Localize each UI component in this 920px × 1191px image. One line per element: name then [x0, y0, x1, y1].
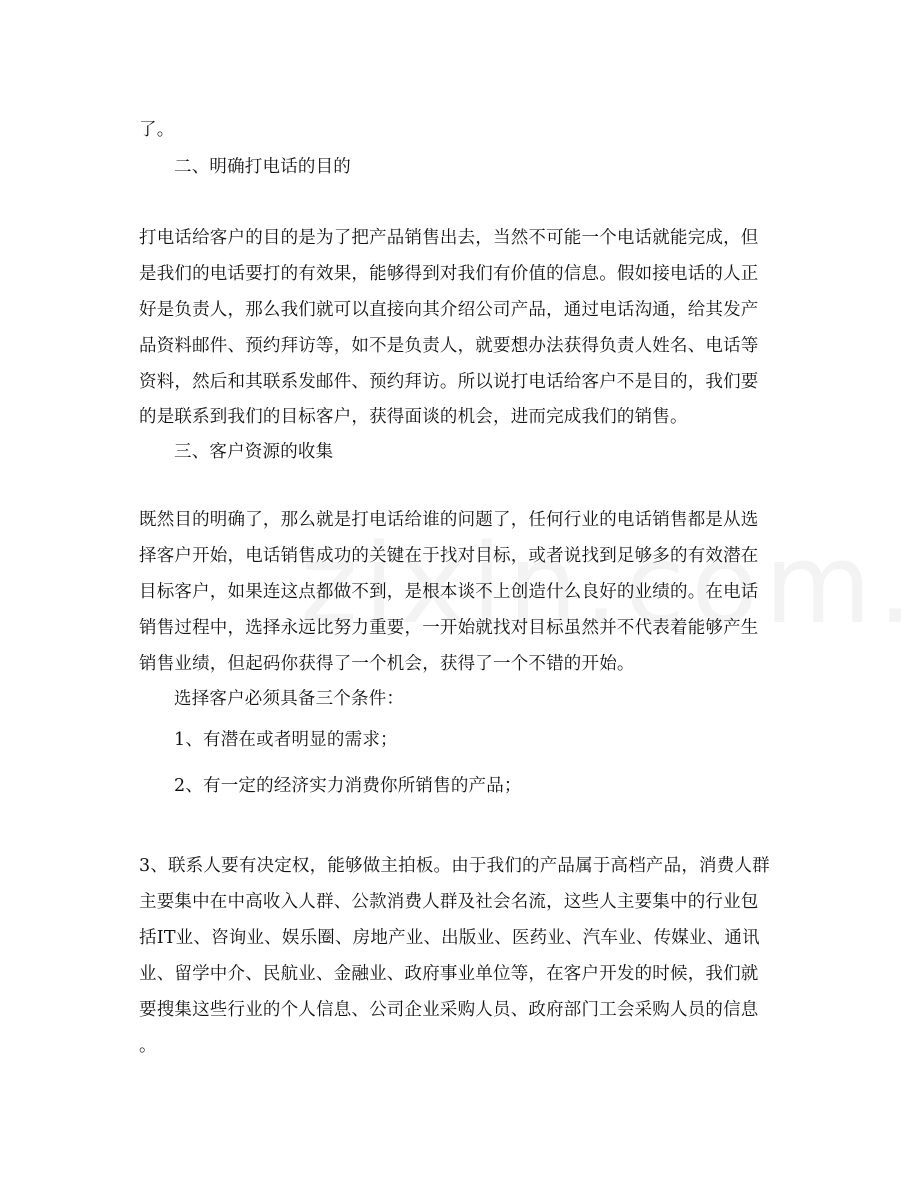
text-line: 既然目的明确了，那么就是打电话给谁的问题了，任何行业的电话销售都是从选 — [139, 510, 759, 530]
list-item: 1、有潜在或者明显的需求； — [174, 730, 398, 750]
text-line: 括IT业、咨询业、娱乐圈、房地产业、出版业、医药业、汽车业、传媒业、通讯 — [139, 928, 760, 948]
list-item: 3、联系人要有决定权，能够做主拍板。由于我们的产品属于高档产品，消费人群 — [139, 856, 770, 876]
text-line: 主要集中在中高收入人群、公款消费人群及社会名流，这些人主要集中的行业包 — [139, 892, 759, 912]
text-line: 。 — [139, 1036, 157, 1056]
text-line: 择客户开始，电话销售成功的关键在于找对目标，或者说找到足够多的有效潜在 — [139, 546, 759, 566]
text-line: 了。 — [139, 120, 175, 140]
text-line: 品资料邮件、预约拜访等，如不是负责人，就要想办法获得负责人姓名、电话等 — [139, 336, 759, 356]
text-line: 打电话给客户的目的是为了把产品销售出去，当然不可能一个电话就能完成，但 — [139, 228, 759, 248]
text-line: 资料，然后和其联系发邮件、预约拜访。所以说打电话给客户不是目的，我们要 — [139, 372, 759, 392]
text-line: 销售过程中，选择永远比努力重要，一开始就找对目标虽然并不代表着能够产生 — [139, 618, 759, 638]
list-item: 2、有一定的经济实力消费你所销售的产品； — [174, 776, 522, 796]
section-heading: 三、客户资源的收集 — [174, 442, 334, 462]
text-line: 要搜集这些行业的个人信息、公司企业采购人员、政府部门工会采购人员的信息 — [139, 1000, 759, 1020]
text-line: 业、留学中介、民航业、金融业、政府事业单位等，在客户开发的时候，我们就 — [139, 964, 759, 984]
text-line: 销售业绩，但起码你获得了一个机会，获得了一个不错的开始。 — [139, 654, 635, 674]
text-line: 好是负责人，那么我们就可以直接向其介绍公司产品，通过电话沟通，给其发产 — [139, 300, 759, 320]
text-line: 是我们的电话要打的有效果，能够得到对我们有价值的信息。假如接电话的人正 — [139, 264, 759, 284]
list-intro: 选择客户必须具备三个条件： — [174, 689, 405, 709]
section-heading: 二、明确打电话的目的 — [174, 157, 351, 177]
text-line: 的是联系到我们的目标客户，获得面谈的机会，进而完成我们的销售。 — [139, 407, 688, 427]
text-line: 目标客户，如果连这点都做不到，是根本谈不上创造什么良好的业绩的。在电话 — [139, 582, 759, 602]
